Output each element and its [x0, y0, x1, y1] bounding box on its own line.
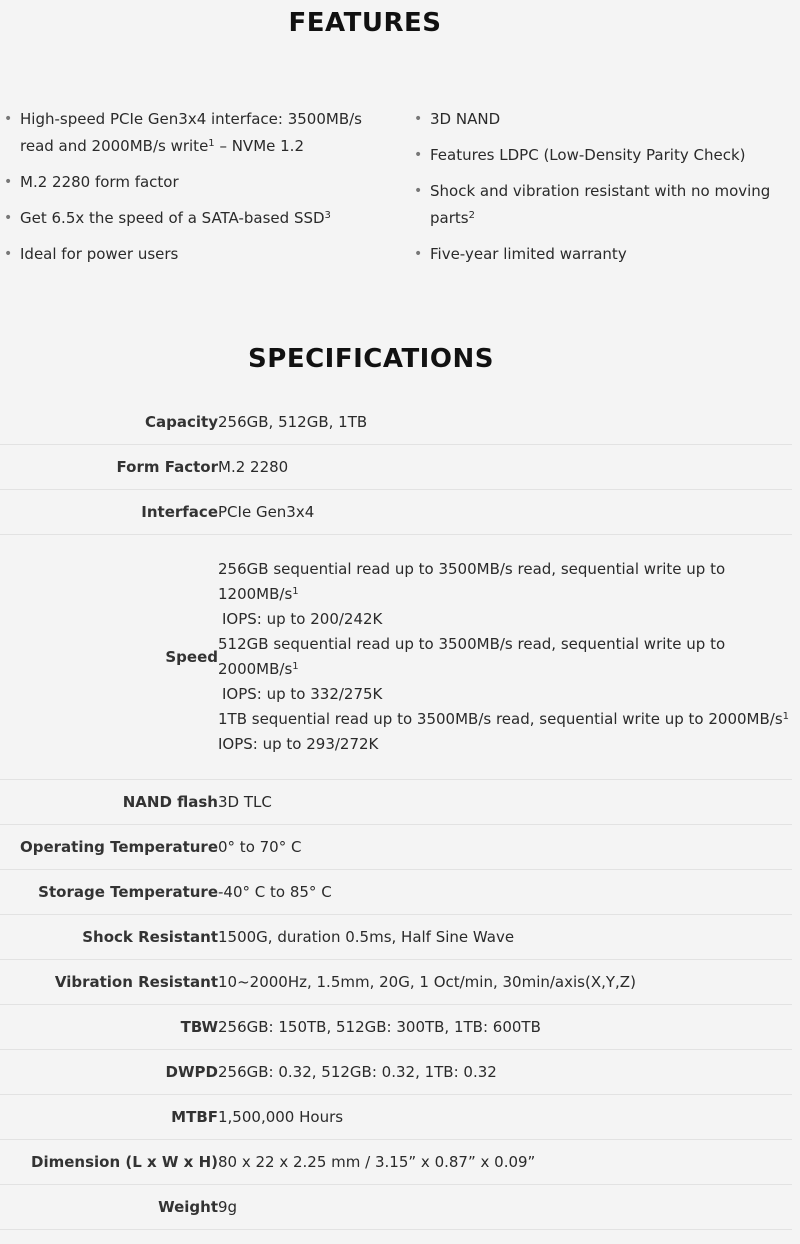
spec-label: Interface — [0, 490, 218, 535]
spec-label: TBW — [0, 1005, 218, 1050]
spec-value: 3D TLC — [218, 780, 792, 825]
spec-label: DWPD — [0, 1050, 218, 1095]
spec-label: Capacity — [0, 400, 218, 445]
spec-value: 1500G, duration 0.5ms, Half Sine Wave — [218, 915, 792, 960]
feature-item: • 3D NAND — [430, 106, 800, 133]
feature-item: • Get 6.5x the speed of a SATA-based SSD$^3$ — [20, 205, 400, 232]
speed-256gb-iops: IOPS: up to 200/242K — [222, 610, 383, 628]
feature-item: • Features LDPC (Low-Density Parity Check) — [430, 142, 800, 169]
spec-label: Dimension (L x W x H) — [0, 1140, 218, 1185]
spec-row-interface — [0, 490, 792, 535]
spec-label: Storage Temperature — [0, 870, 218, 915]
specifications-table — [0, 400, 792, 1230]
spec-row-storage-temperature — [0, 870, 792, 915]
spec-row-vibration-resistant — [0, 960, 792, 1005]
speed-512gb-iops: IOPS: up to 332/275K — [222, 685, 383, 703]
spec-row-operating-temperature — [0, 825, 792, 870]
feature-item: • Five-year limited warranty — [430, 241, 800, 268]
speed-1tb-iops: IOPS: up to 293/272K — [218, 735, 379, 753]
spec-value: 9g — [218, 1185, 792, 1230]
spec-value: PCIe Gen3x4 — [218, 490, 792, 535]
spec-label: Shock Resistant — [0, 915, 218, 960]
spec-value: M.2 2280 — [218, 445, 792, 490]
spec-label: Form Factor — [0, 445, 218, 490]
spec-value — [218, 535, 792, 780]
spec-row-speed — [0, 535, 792, 780]
specifications-heading: SPECIFICATIONS — [248, 344, 494, 374]
feature-item: • Ideal for power users — [20, 241, 400, 268]
speed-256gb: 256GB sequential read up to 3500MB/s read, sequential write up to $1200MB/s^1$ — [218, 560, 726, 603]
features-list-right — [430, 106, 800, 277]
spec-label: Weight — [0, 1185, 218, 1230]
spec-row-dwpd — [0, 1050, 792, 1095]
spec-row-capacity — [0, 400, 792, 445]
speed-1tb: 1TB sequential read up to 3500MB/s read, sequential write up to $2000MB/s^1$ — [218, 710, 790, 728]
spec-value: 256GB, 512GB, 1TB — [218, 400, 792, 445]
spec-value: 1,500,000 Hours — [218, 1095, 792, 1140]
feature-item: • High-speed PCIe Gen3x4 interface: 3500MB/s read and 2000MB/s write$^1$ – NVMe 1.2 — [20, 106, 400, 160]
feature-item: • M.2 2280 form factor — [20, 169, 400, 196]
spec-row-dimension — [0, 1140, 792, 1185]
spec-row-shock-resistant — [0, 915, 792, 960]
spec-value: 10~2000Hz, 1.5mm, 20G, 1 Oct/min, 30min/axis(X,Y,Z) — [218, 960, 792, 1005]
spec-row-form-factor — [0, 445, 792, 490]
spec-row-tbw — [0, 1005, 792, 1050]
features-heading: FEATURES — [288, 8, 442, 38]
spec-row-nand-flash — [0, 780, 792, 825]
spec-label: Vibration Resistant — [0, 960, 218, 1005]
spec-label: MTBF — [0, 1095, 218, 1140]
features-list-left — [20, 106, 400, 277]
spec-row-weight — [0, 1185, 792, 1230]
spec-value: 0° to 70° C — [218, 825, 792, 870]
spec-label: Operating Temperature — [0, 825, 218, 870]
spec-label: Speed — [0, 535, 218, 780]
spec-value: -40° C to 85° C — [218, 870, 792, 915]
speed-512gb: 512GB sequential read up to 3500MB/s read, sequential write up to $2000MB/s^1$ — [218, 635, 726, 678]
spec-label: NAND flash — [0, 780, 218, 825]
spec-row-mtbf — [0, 1095, 792, 1140]
spec-value: 256GB: 150TB, 512GB: 300TB, 1TB: 600TB — [218, 1005, 792, 1050]
spec-value: 80 x 22 x 2.25 mm / 3.15” x 0.87” x 0.09” — [218, 1140, 792, 1185]
feature-item: • Shock and vibration resistant with no moving parts$^2$ — [430, 178, 800, 232]
spec-value: 256GB: 0.32, 512GB: 0.32, 1TB: 0.32 — [218, 1050, 792, 1095]
